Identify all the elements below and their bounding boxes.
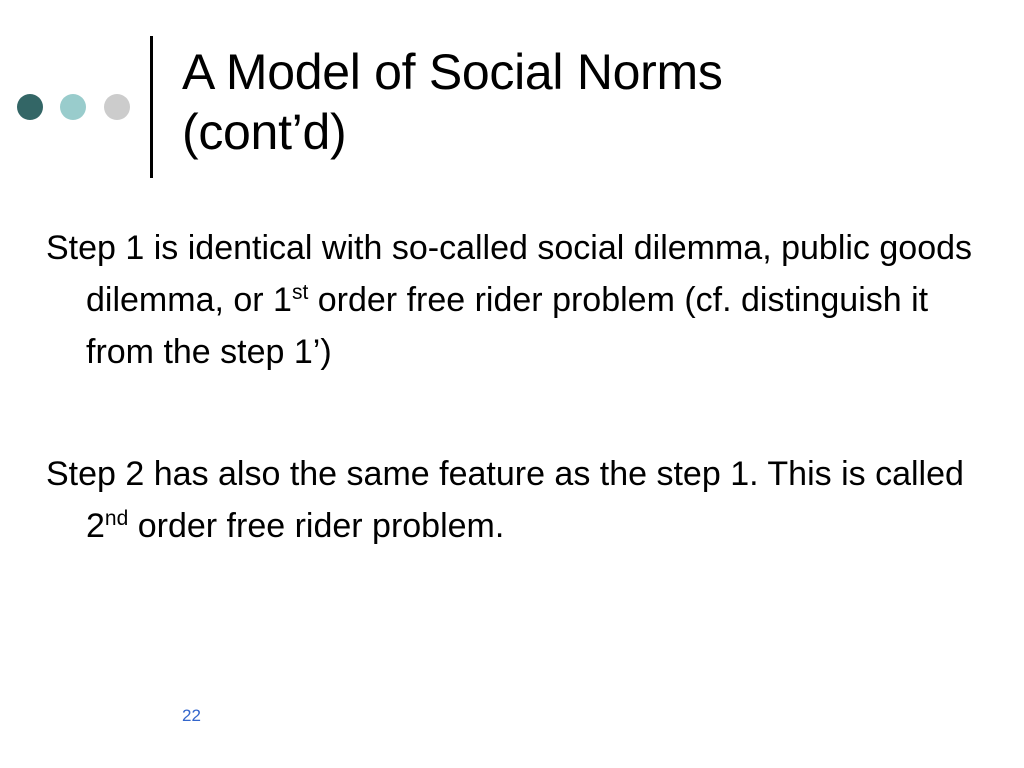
slide-number: 22 (182, 706, 201, 725)
slide-body (46, 222, 996, 552)
bullet-step-1 (46, 222, 996, 378)
title-line-1: A Model of Social Norms (182, 44, 723, 100)
step-2-superscript: nd (104, 507, 129, 530)
dark-dot-icon (17, 94, 43, 120)
teal-dot-icon (60, 94, 86, 120)
step-2-text: Step 2 has also the same feature as the step 1. This is called 2 (46, 455, 964, 545)
bullet-step-2 (46, 448, 996, 552)
slide-title (182, 42, 1002, 162)
step-1-text-continued: order free rider problem (cf. distinguish it from the step 1’) (86, 281, 929, 371)
step-1-superscript: st (291, 281, 309, 304)
gray-dot-icon (104, 94, 130, 120)
title-line-2: (cont’d) (182, 104, 347, 160)
title-divider (150, 36, 153, 178)
step-2-text-continued: order free rider problem. (128, 507, 505, 545)
step-1-text: Step 1 is identical with so-called social dilemma, public goods dilemma, or 1 (46, 229, 973, 319)
